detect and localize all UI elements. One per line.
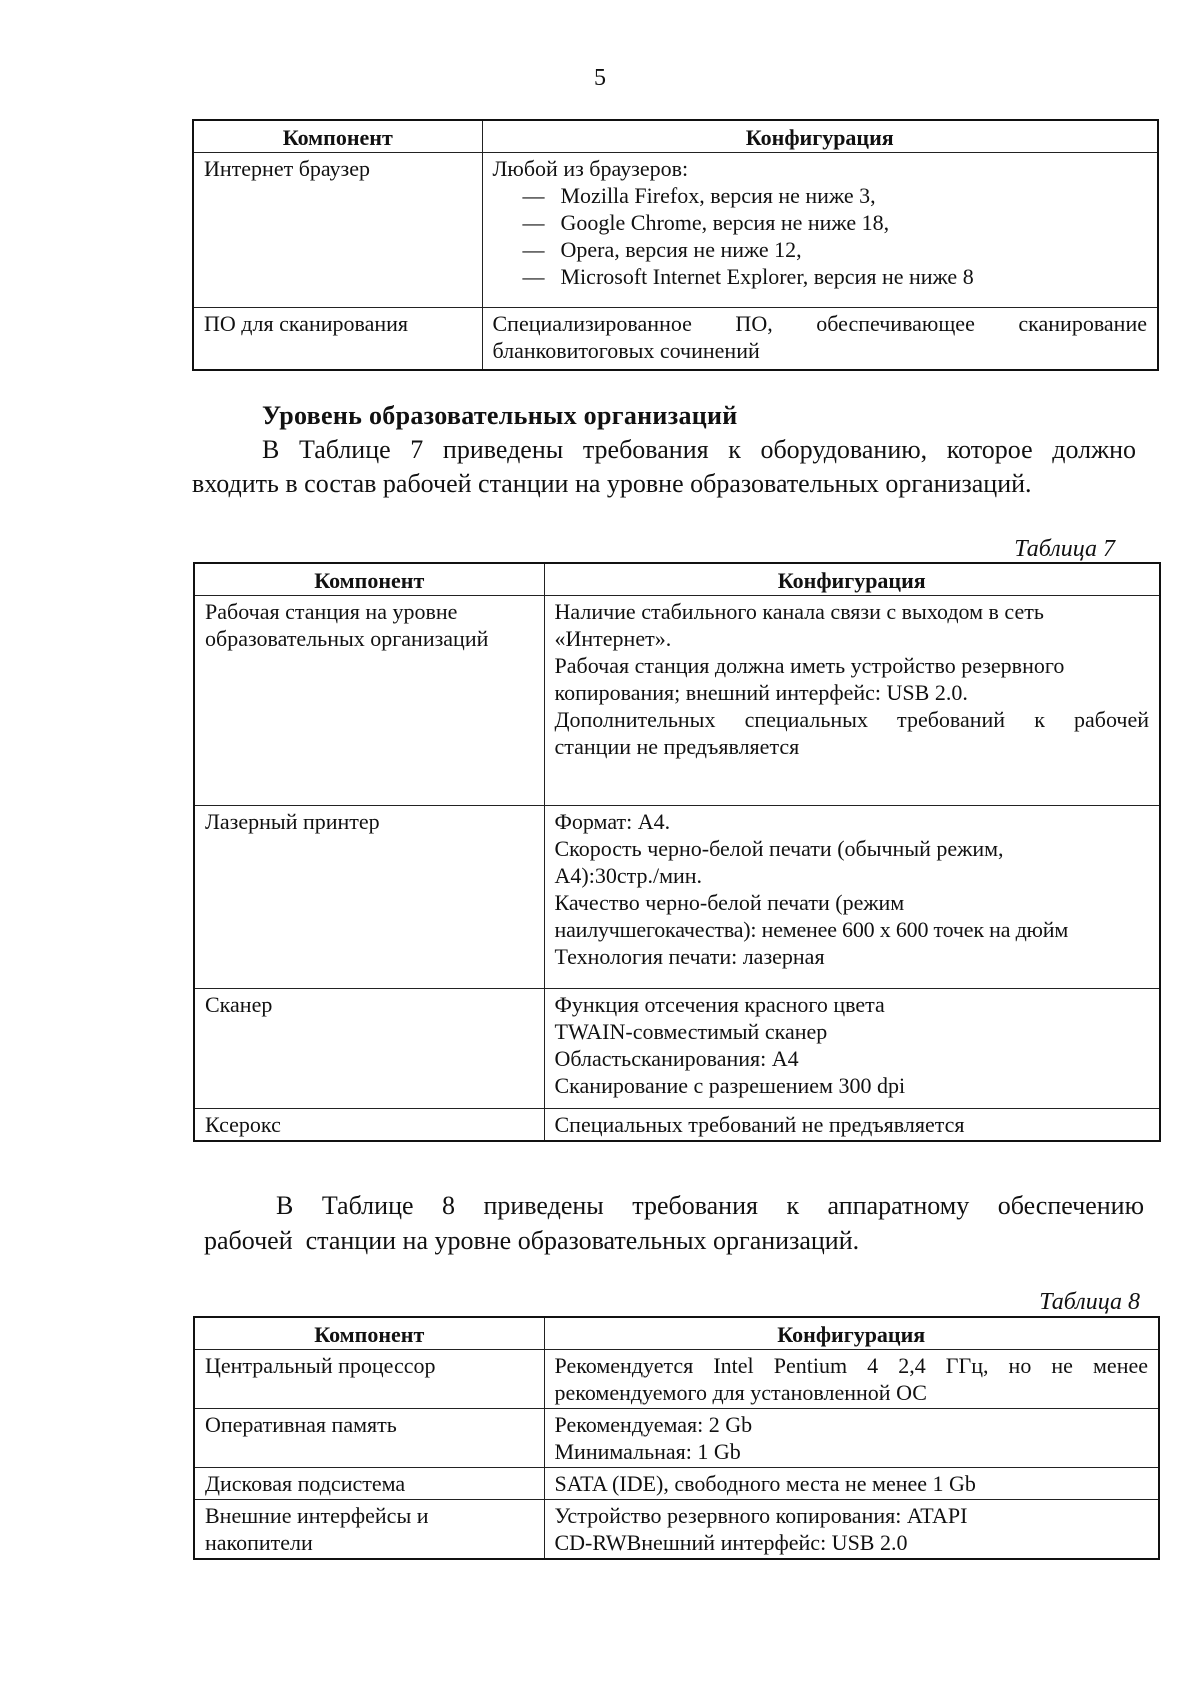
header-component: Компонент [194, 1317, 544, 1350]
component-cell: Сканер [194, 989, 544, 1109]
component-cell [194, 596, 544, 806]
table-row [194, 1409, 1159, 1468]
dash-bullet: — [522, 210, 545, 235]
config-line: Рекомендуемая: 2 Gb [554, 1412, 753, 1437]
header-configuration: Конфигурация [482, 120, 1158, 153]
configuration-cell: Специальных требований не предъявляется [544, 1109, 1160, 1142]
table-7 [193, 562, 1161, 1142]
header-configuration: Конфигурация [544, 563, 1160, 596]
configuration-cell [544, 806, 1160, 989]
config-line: Рабочая станция должна иметь устройство резервного [554, 653, 1065, 678]
table8-intro-line: рабочей станции на уровне образовательных организаций. [204, 1226, 860, 1255]
config-line: Качество черно-белой печати (режим [554, 890, 905, 915]
component-cell: Центральный процессор [194, 1350, 544, 1409]
config-line: Дополнительных специальных требований к рабочей [554, 707, 1149, 732]
table-8 [193, 1316, 1160, 1560]
component-line: Рабочая станция на уровне [205, 599, 458, 624]
table-row [194, 1109, 1160, 1142]
configuration-cell [544, 596, 1160, 806]
list-item [493, 263, 1148, 290]
dash-bullet: — [522, 264, 545, 289]
config-line: Сканирование с разрешением 300 dpi [554, 1073, 906, 1098]
software-table [192, 119, 1159, 371]
list-item-text: Google Chrome, версия не ниже 18, [560, 210, 890, 235]
section-heading: Уровень образовательных организаций [262, 401, 738, 430]
dash-bullet: — [522, 183, 545, 208]
config-line: Специализированное ПО, обеспечивающее сканирование [492, 311, 1147, 336]
configuration-cell [482, 153, 1158, 308]
config-line: Формат: А4. [554, 809, 671, 834]
configuration-cell [544, 989, 1160, 1109]
list-item [493, 236, 1148, 263]
component-line: образовательных организаций [205, 626, 489, 651]
component-cell: Дисковая подсистема [194, 1468, 544, 1500]
config-line: Функция отсечения красного цвета [554, 992, 885, 1017]
config-line: бланковитоговых сочинений [492, 338, 760, 363]
table-row [193, 153, 1158, 308]
table-header-row [193, 120, 1158, 153]
config-line: CD-RWВнешний интерфейс: USB 2.0 [554, 1530, 908, 1555]
config-line: Устройство резервного копирования: ATAPI [554, 1503, 968, 1528]
configuration-cell [544, 1350, 1159, 1409]
table8-intro-line: В Таблице 8 приведены требования к аппаратному обеспечению [276, 1191, 1144, 1220]
component-cell: Оперативная память [194, 1409, 544, 1468]
list-item [493, 182, 1148, 209]
config-line: А4):30стр./мин. [554, 863, 703, 888]
configuration-cell [544, 1409, 1159, 1468]
config-line: Рекомендуется Intel Pentium 4 2,4 ГГц, но не менее [554, 1353, 1148, 1378]
header-configuration: Конфигурация [544, 1317, 1159, 1350]
table-row [194, 806, 1160, 989]
component-cell: Интернет браузер [193, 153, 482, 308]
config-line: копирования; внешний интерфейс: USB 2.0. [554, 680, 968, 705]
config-line: наилучшегокачества): неменее 600 х 600 точек на дюйм [554, 917, 1069, 942]
table-row [194, 1500, 1159, 1560]
config-line: Областьсканирования: А4 [554, 1046, 799, 1071]
component-cell: Лазерный принтер [194, 806, 544, 989]
table-row [194, 989, 1160, 1109]
config-line: Скорость черно-белой печати (обычный режим, [554, 836, 1004, 861]
component-cell: Ксерокс [194, 1109, 544, 1142]
config-line: Технология печати: лазерная [554, 944, 825, 969]
table-row [194, 596, 1160, 806]
component-cell [194, 1500, 544, 1560]
config-line: Наличие стабильного канала связи с выходом в сеть [554, 599, 1044, 624]
dash-bullet: — [522, 237, 545, 262]
table-header-row [194, 563, 1160, 596]
config-intro: Любой из браузеров: [492, 156, 689, 181]
table8-caption: Таблица 8 [1039, 1289, 1140, 1315]
section-paragraph-line: входить в состав рабочей станции на уровне образовательных организаций. [192, 469, 1032, 498]
header-component: Компонент [193, 120, 482, 153]
header-component: Компонент [194, 563, 544, 596]
component-line: Внешние интерфейсы и [205, 1503, 429, 1528]
config-line: TWAIN-совместимый сканер [554, 1019, 828, 1044]
page-number: 5 [594, 65, 606, 91]
section-paragraph-line: В Таблице 7 приведены требования к оборудованию, которое должно [262, 435, 1136, 464]
configuration-cell: SATA (IDE), свободного места не менее 1 Gb [544, 1468, 1159, 1500]
config-line: «Интернет». [554, 626, 672, 651]
config-line: станции не предъявляется [554, 734, 800, 759]
configuration-cell [544, 1500, 1159, 1560]
list-item-text: Microsoft Internet Explorer, версия не ниже 8 [560, 264, 974, 289]
list-item-text: Opera, версия не ниже 12, [560, 237, 802, 262]
component-cell: ПО для сканирования [193, 308, 482, 370]
table-row [194, 1468, 1159, 1500]
list-item-text: Mozilla Firefox, версия не ниже 3, [560, 183, 876, 208]
table-row [194, 1350, 1159, 1409]
config-line: рекомендуемого для установленной ОС [554, 1380, 927, 1405]
configuration-cell [482, 308, 1158, 370]
table-row [193, 308, 1158, 370]
config-line: Минимальная: 1 Gb [554, 1439, 741, 1464]
table7-caption: Таблица 7 [1014, 536, 1115, 562]
table-header-row [194, 1317, 1159, 1350]
list-item [493, 209, 1148, 236]
component-line: накопители [205, 1530, 313, 1555]
